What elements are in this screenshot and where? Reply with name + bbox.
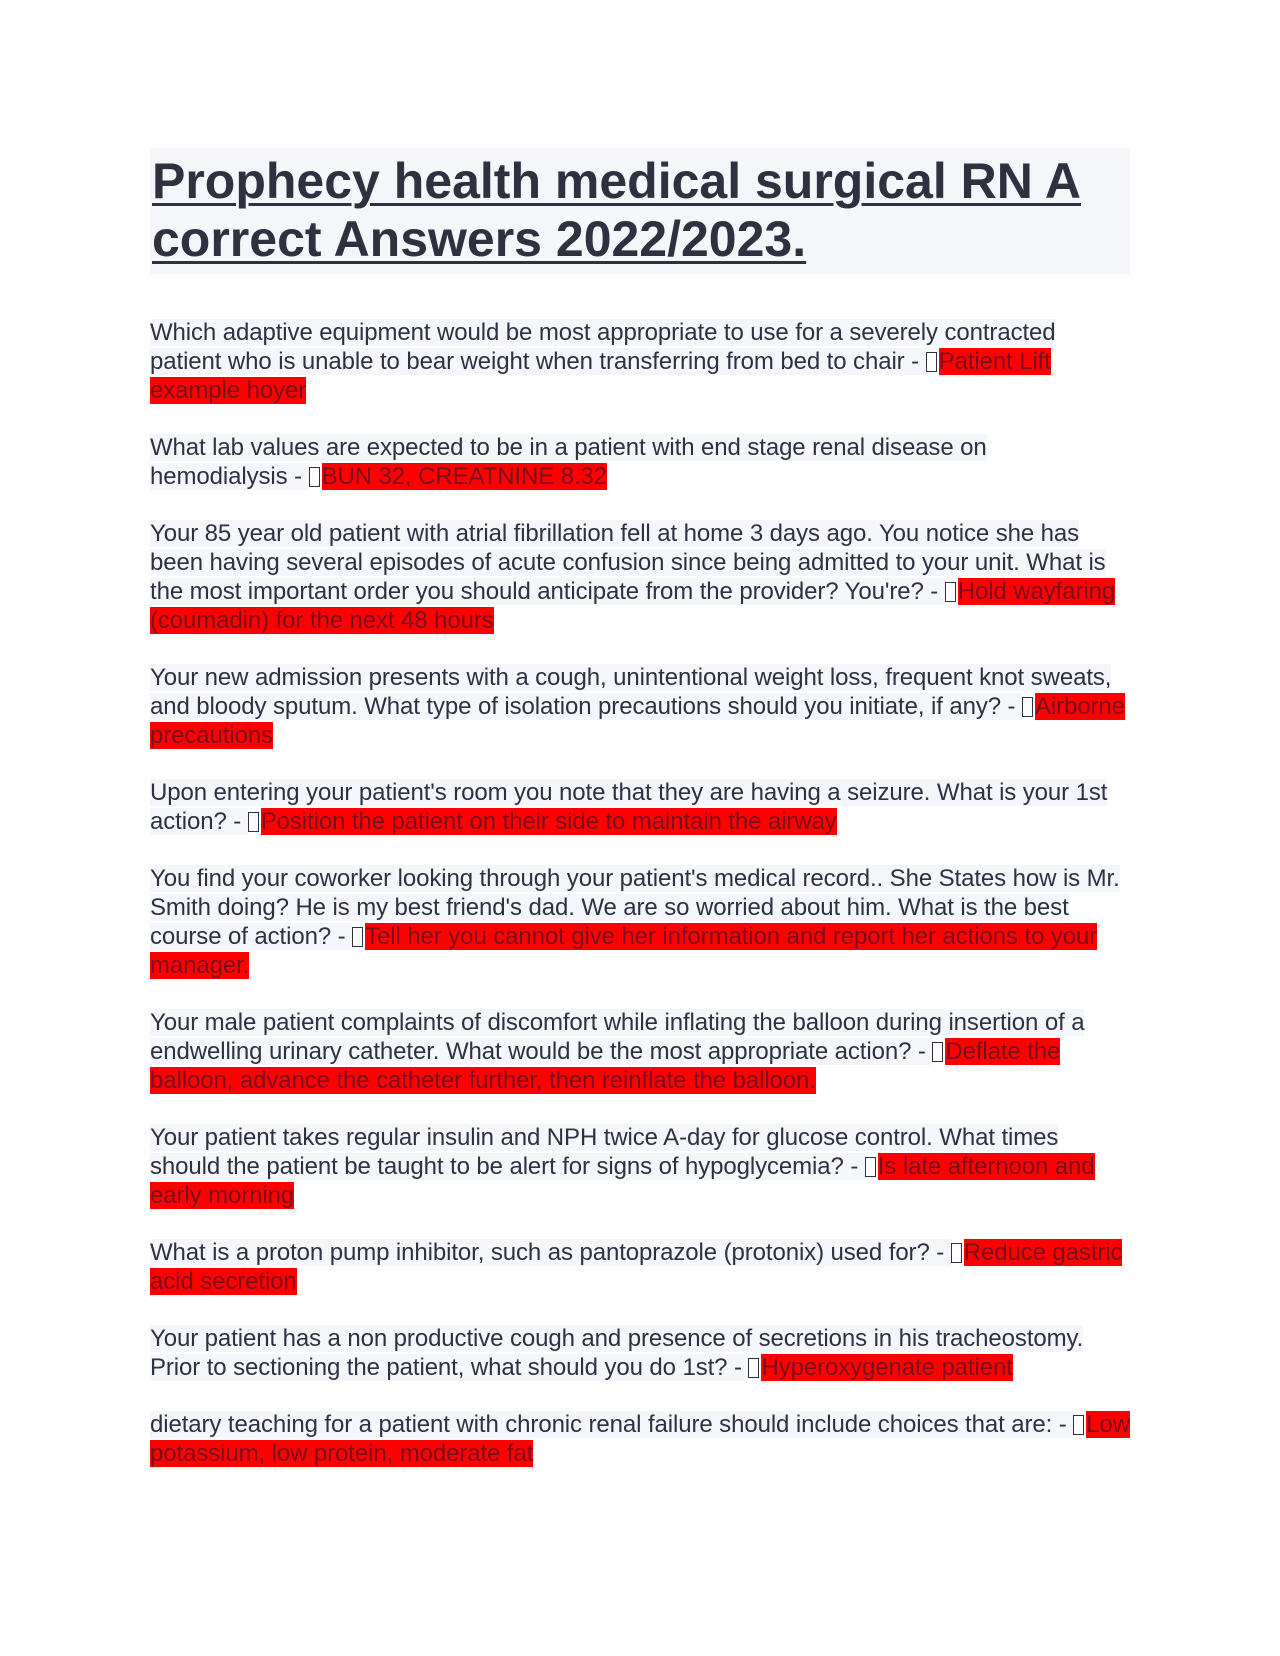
missing-glyph-icon [1073,1415,1084,1435]
question-text: Your 85 year old patient with atrial fibrillation fell at home 3 days ago. You notice she has been having several episodes of acute confusion since being admitted to your unit. What is the most important order you should anticipate from the provider? You're? - [150,520,1106,605]
question-text: Which adaptive equipment would be most appropriate to use for a severely contracted patient who is unable to bear weight when transferring from bed to chair - [150,319,1056,375]
question-text: Your male patient complaints of discomfort while inflating the balloon during insertion of a endwelling urinary catheter. What would be the most appropriate action? - [150,1009,1085,1065]
question-text: What lab values are expected to be in a patient with end stage renal disease on hemodialysis - [150,434,987,490]
question-text: Your new admission presents with a cough, unintentional weight loss, frequent knot sweats, and bloody sputum. What type of isolation precautions should you initiate, if any? - [150,664,1112,720]
qa-item [150,1410,1130,1468]
missing-glyph-icon [865,1157,876,1177]
qa-item [150,778,1130,836]
answer-text: Deflate the balloon, advance the catheter further, then reinflate the balloon. [150,1038,1061,1094]
qa-item [150,519,1130,635]
document-page [150,148,1130,1496]
missing-glyph-icon [932,1042,943,1062]
qa-item [150,318,1130,405]
qa-item [150,1123,1130,1210]
qa-item [150,864,1130,980]
missing-glyph-icon [945,582,956,602]
title-block [150,148,1130,274]
answer-text: Tell her you cannot give her information and report her actions to your manager. [150,923,1098,979]
missing-glyph-icon [951,1243,962,1263]
question-text: Your patient takes regular insulin and NPH twice A-day for glucose control. What times should the patient be taught to be alert for signs of hypoglycemia? - [150,1124,1059,1180]
answer-text: BUN 32, CREATNINE 8.32 [321,463,608,490]
question-text: You find your coworker looking through your patient's medical record.. She States how is Mr. Smith doing? He is my best friend's dad. We are so worried about him. What is the best course of action? - [150,865,1120,950]
answer-text: Hyperoxygenate patient [761,1354,1013,1381]
answer-text: Is late afternoon and early morning [150,1153,1095,1209]
question-text: dietary teaching for a patient with chronic renal failure should include choices that are: - [150,1411,1074,1438]
qa-item [150,1008,1130,1095]
answer-text: Hold wayfaring (coumadin) for the next 48 hours [150,578,1116,634]
answer-text: Airborne precautions [150,693,1125,749]
question-text: Upon entering your patient's room you note that they are having a seizure. What is your 1st action? - [150,779,1108,835]
answer-text: Patient Lift example hoyer [150,348,1051,404]
answer-text: Position the patient on their side to maintain the airway [260,808,837,835]
qa-item [150,1238,1130,1296]
missing-glyph-icon [926,352,937,372]
qa-item [150,433,1130,491]
qa-list [150,318,1130,1468]
missing-glyph-icon [1022,697,1033,717]
missing-glyph-icon [352,927,363,947]
answer-text: Reduce gastric acid secretion [150,1239,1123,1295]
question-text: Your patient has a non productive cough and presence of secretions in his tracheostomy. Prior to sectioning the patient, what should you do 1st? - [150,1325,1084,1381]
missing-glyph-icon [748,1358,759,1378]
qa-item [150,1324,1130,1382]
question-text: What is a proton pump inhibitor, such as pantoprazole (protonix) used for? - [150,1239,951,1266]
qa-item [150,663,1130,750]
answer-text: Low potassium, low protein, moderate fat [150,1411,1130,1467]
missing-glyph-icon [248,812,259,832]
page-title: Prophecy health medical surgical RN A correct Answers 2022/2023. [152,153,1081,267]
missing-glyph-icon [309,467,320,487]
